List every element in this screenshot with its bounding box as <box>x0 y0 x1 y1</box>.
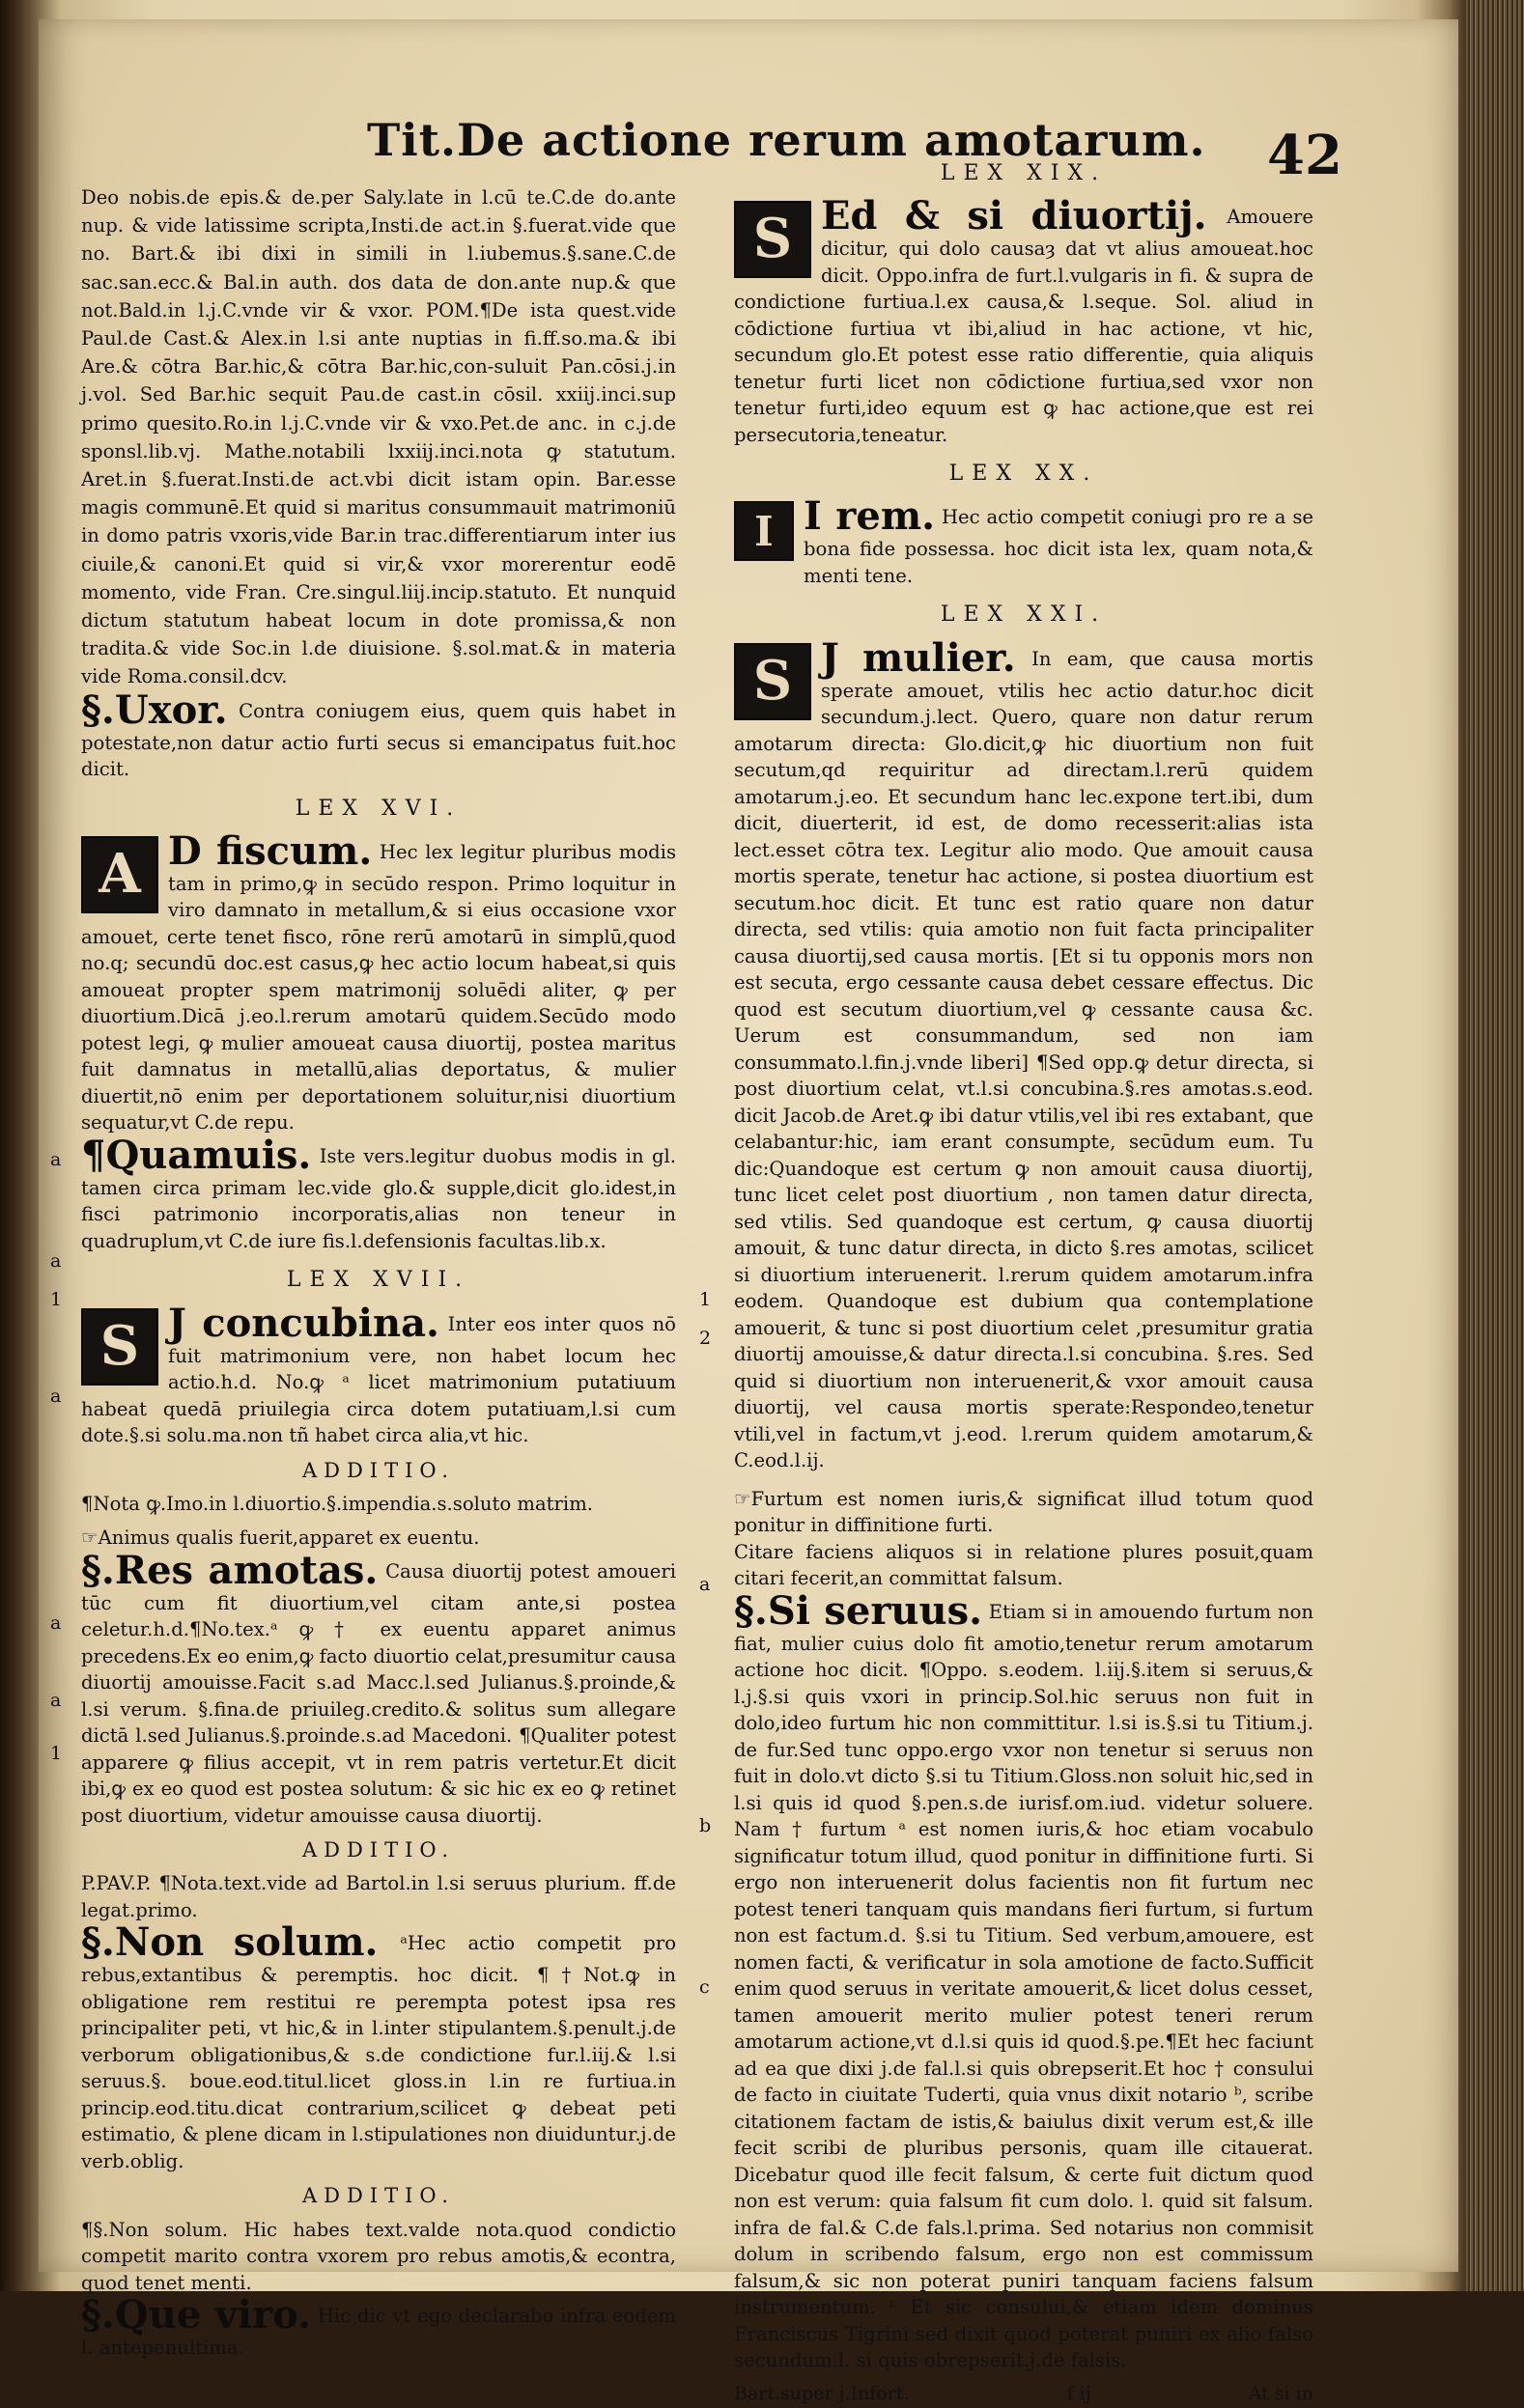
non-solum-section <box>81 1919 676 2174</box>
additio-heading: ADDITIO. <box>301 1458 456 1482</box>
additio-heading: ADDITIO. <box>301 1838 456 1862</box>
running-head: Tit.De actione rerum amotarum. <box>367 114 1206 166</box>
non-solum-text: ᵃHec actio competit pro rebus,extantibus & peremptis. hoc dicit. ¶†Not.ꝙ in obligatione rem restitui re perempta potest ipsa res principaliter peti, vt hic,& in l.inter stipulantem.§.penult.j.de verborum obligationibus,& s.de condictione fur.l.iij.& l.si seruus.§. boue.eod.titul.licet gloss.in l.in re furtiua.in princip.eod.titu.dicat contrarium,scilicet ꝙ debeat peti estimatio, & plene dicam in l.stipulationes non diuiduntur.j.de verb.oblig. <box>81 1932 676 2172</box>
uxor-section <box>81 686 677 783</box>
si-seruus-rubric: §.Si seruus. <box>734 1587 983 1634</box>
sed-section <box>734 193 1313 448</box>
commentary-paragraph: Deo nobis.de epis.& de.per Saly.late in l.cū te.C.de do.ante nup. & vide latissime scripta,Insti.de act.in §.fuerat.vide que no. Bart.& ibi dixi in simili in l.iubemus.§.sane.C.de sac.san.ecc.& Bal.in auth. dos data de don.ante nup.& que not.Bald.in l.j.C.vnde vir & vxor. POM.¶De ista quest.vide Paul.de Cast.& Alex.in l.si ante nuptias in fi.ff.so.ma.& ibi Are.& cōtra Bar.hic,& cōtra Bar.hic,con-suluit Pan.cōsi.j.in j.vol. Sed Bar.hic sequit Pau.de cast.in cōsil. xxiij.inci.sup primo quesito.Ro.in l.j.C.vnde vir & vxo.Pet.de anc. in c.j.de sponsl.lib.vj. Mathe.notabili lxxiij.inci.nota ꝙ statutum. Aret.in §.fuerat.Insti.de act.vbi dicit istam opin. Bar.esse magis communē.Et quid si maritus consummauit matrimoniū in domo patris vxoris,vide Bar.in trac.differentiarum inter ius ciuile,& canoni.Et quid si vir,& vxor morerentur eodē momento, vide Fran. Cre.singul.liij.incip.statuto. Et nunquid dictum statutum habeat locum in dote promissa,& non tradita.& vide Soc.in l.de diuisione. §.sol.mat.& in materia vide Roma.consil.dcv. <box>81 186 676 688</box>
margin-marker: 1 <box>50 1289 63 1310</box>
margin-marker: a <box>50 1386 62 1407</box>
summary-note: Citare faciens aliquos si in relatione plures posuit,quam citari fecerit,an committat falsum. <box>734 1540 1313 1590</box>
item-text: Hec actio competit coniugi pro re a se bona fide possessa. hoc dicit ista lex, quam nota,& menti tene. <box>804 506 1313 587</box>
additio-note: ¶§.Non solum. Hic habes text.valde nota.quod condictio competit marito contra vxorem pro rebus amotis,& econtra, quod tenet menti. <box>81 2218 676 2294</box>
fiscum-rubric: D fiscum. <box>168 827 373 874</box>
lex-heading-19: LEX XIX. <box>940 161 1108 185</box>
quamuis-section <box>81 1132 676 1255</box>
right-column <box>734 159 1313 2408</box>
res-amotas-text: Causa diuortij potest amoueri tūc cum fit diuortium,vel citam ante,si postea celetur.h.d.¶No.tex.ᵃ ꝙ † ex euentu apparet animus precedens.Ex eo enim,ꝙ facto diuortio celat,presumitur causa diuortij amouisse.Facit s.ad Macc.l.sed Julianus.§.proinde,& l.si verum. §.fina.de priuileg.credito.& solitus sum allegare dictā l.sed Julianus.§.proinde.s.ad Macedoni. ¶Qualiter potest apparere ꝙ filius accepit, vt in rem patris vertetur.Et dicit ibi,ꝙ ex eo quod est postea solutum: & sic hic ex eo ꝙ retinet post diuortium, videtur amouisse causa diuortij. <box>81 1559 676 1827</box>
catchword: At si in <box>1248 2382 1313 2404</box>
item-section <box>734 493 1313 589</box>
margin-marker: 2 <box>699 1328 712 1349</box>
si-seruus-section <box>734 1587 1313 2374</box>
concubina-text: Inter eos inter quos nō fuit matrimonium vere, non habet locum hec actio.h.d. No.ꝙ ᵃ licet matrimonium putatiuum habeat quedā priuilegia circa dotem putatiuam,l.si cum dote.§.si solu.ma.non tñ habet circa alia,vt hic. <box>81 1312 676 1447</box>
margin-marker: a <box>50 1149 62 1170</box>
concubina-rubric: J concubina. <box>168 1300 439 1346</box>
sed-rubric: Ed & si diuortij. <box>821 193 1207 239</box>
decorated-initial: S <box>734 201 811 278</box>
lex-heading-21: LEX XXI. <box>940 602 1108 628</box>
decorated-initial: I <box>734 501 794 561</box>
item-rubric: I rem. <box>804 493 936 540</box>
quamuis-text: Iste vers.legitur duobus modis in gl. tamen circa primam lec.vide glo.& supple,dicit glo.idest,in fisci patrimonio incorporatis,alias non teneur in quadruplum,vt C.de iure fis.l.defensionis facultas.lib.x. <box>81 1144 676 1252</box>
lex-heading-17: LEX XVII. <box>286 1268 471 1293</box>
margin-marker: a <box>50 1612 62 1634</box>
que-viro-section <box>81 2292 676 2362</box>
res-amotas-section <box>81 1547 676 1830</box>
uxor-text: Contra coniugem eius, quem quis habet in potestate,non datur actio furti secus si emancipatus fuit.hoc dicit. <box>81 699 677 781</box>
additio-note: ¶Nota ꝙ.Imo.in l.diuortio.§.impendia.s.soluto matrim. <box>81 1492 593 1515</box>
decorated-initial: S <box>734 643 811 720</box>
concubina-section <box>81 1300 676 1449</box>
marginal-note: ☞Animus qualis fuerit,apparet ex euentu. <box>81 1526 480 1550</box>
summary-note: ☞Furtum est nomen iuris,& significat illud totum quod ponitur in diffinitione furti. <box>734 1487 1313 1537</box>
page-edges <box>1466 0 1524 2291</box>
lex-heading-20: LEX XX. <box>948 462 1099 487</box>
que-viro-rubric: §.Que viro. <box>81 2292 312 2338</box>
mulier-rubric: J mulier. <box>821 634 1016 681</box>
mulier-section <box>734 634 1313 1474</box>
res-amotas-rubric: §.Res amotas. <box>81 1547 379 1593</box>
uxor-rubric: §.Uxor. <box>81 686 228 733</box>
margin-marker: a <box>50 1250 62 1272</box>
que-viro-text: Hic dic vt ego declarabo infra eodem l. antepenultima. <box>81 2305 676 2360</box>
mulier-text: In eam, que causa mortis sperate amouet, vtilis hec actio datur.hoc dicit secundum.j.lect. Quero, quare non datur rerum amotarum directa: Glo.dicit,ꝙ hic diuortium non fuit secutum,qd requiritur ad directam.l.rerū quidem amotarum.j.eo. Et secundum hanc lec.expone tert.ibi, dum dicit, diuerterit, id est, de domo recesserit:alias ista lect.esset cōtra tex. Legitur alio modo. Que amouit causa mortis sperate, tenetur hac actione, si postea diuortium est secutum.hoc dicit. Et tunc est ratio quare non datur directa, sed vtilis: quia amotio non fuit facta principaliter causa diuortij,sed causa mortis. [Et si tu opponis mors non est secuta, ergo cessante causa debet cessare effectus. Dic quod est secutum diuortium,vel ꝙ cessante causa &c. Uerum est consummandum, sed non iam consummato.l.fin.j.vnde liberi] ¶Sed opp.ꝙ detur directa, si post diuortium celat, vt.l.si concubina.§.res amotas.s.eod. dicit Jacob.de Aret.ꝙ ibi datur vtilis,vel ibi res extabant, que celabantur:hic, iam erant consumpte, secūdum eum. Tu dic:Quandoque est certum ꝙ non amouit causa diuortij, tunc licet celet post diuortium , non tamen datur directa, sed vtilis. Sed quandoque est certum, ꝙ causa diuortij amouit, & tunc datur directa, in dicto §.res amotas, scilicet si diuortium interuenerit. l.rerum quidem amotarum.infra eodem. Quandoque est dubium qua contemplatione amouerit, & tunc si post diuortium celet ,presumitur gratia diuortij amouisse,& datur directa.l.si concubina. §.res. Sed quid si diuortium non interuenerit,& vxor amouit causa diuortij, vel causa mortis sperate:Respondeo,tenetur vtili,vel in factum,vt j.eod. l.rerum quidem amotarum,& C.eod.l.ij. <box>734 647 1313 1472</box>
folio-number: 42 <box>1267 124 1342 187</box>
catch-left: Bart.super j.Infort. <box>734 2382 910 2404</box>
lex-heading-16: LEX XVI. <box>295 796 463 821</box>
margin-marker: c <box>699 1976 710 1998</box>
quamuis-rubric: ¶Quamuis. <box>81 1132 312 1178</box>
decorated-initial: A <box>81 836 158 913</box>
margin-marker: 1 <box>699 1289 712 1310</box>
left-column <box>81 183 676 2362</box>
additio-note: P.PAV.P. ¶Nota.text.vide ad Bartol.in l.si seruus plurium. ff.de legat.primo. <box>81 1872 676 1921</box>
additio-heading: ADDITIO. <box>301 2184 456 2208</box>
margin-marker: b <box>699 1815 712 1836</box>
margin-marker: a <box>50 1690 62 1711</box>
non-solum-rubric: §.Non solum. <box>81 1919 379 1966</box>
sed-text: Amouere dicitur, qui dolo causaȝ dat vt alius amoueat.hoc dicit. Oppo.infra de furt.l.vulgaris in fi. & supra de condictione furtiua.l.ex causa,& l.seque. Sol. aliud in cōdictione furtiua vt ibi,aliud in hac actione, vt hic, secundum glo.Et potest esse ratio differentie, quia aliquis tenetur furti licet non cōdictione furtiua,sed vxor non tenetur furti,ideo equum est ꝙ hac actione,que est rei persecutoria,teneatur. <box>734 206 1313 446</box>
signature-mark: f ij <box>1066 2382 1091 2404</box>
decorated-initial: S <box>81 1308 158 1386</box>
catchword-line <box>734 2380 1313 2408</box>
margin-marker: a <box>699 1574 711 1595</box>
margin-marker: 1 <box>50 1743 63 1764</box>
si-seruus-text: Etiam si in amouendo furtum non fiat, mulier cuius dolo fit amotio,tenetur rerum amotarum actione hoc dicit. ¶Oppo. s.eodem. l.iij.§.item si seruus,& l.j.§.si quis vxori in princip.Sol.hic seruus non fuit in dolo,ideo furtum hic non committitur. l.si is.§.si tu Titium.j. de fur.Sed tunc oppo.ergo vxor non tenetur si seruus non fuit in dolo.vt dicto §.si tu Titium.Gloss.non soluit hic,sed in l.si quis id quod §.pen.s.de iurisf.om.iud. videtur soluere. Nam † furtum ᵃ est nomen iuris,& hoc etiam vocabulo significatur totum illud, quod ponitur in diffinitione furti. Si ergo non interuenerit dolus facientis non fit furtum nec potest teneri tanquam quis mandans fieri furtum, si furtum non est factum.d. §.si tu Titium. Sed verbum,amouere, est nomen facti, & verificatur in sola amotione de facto.Sufficit enim quod seruus in veritate amouerit,& licet dolus cesset, tamen amouerit merito mulier potest teneri rerum amotarum actione,vt d.l.si quis id quod.§.pe.¶Et hec faciunt ad ea que dixi j.de fal.l.si quis obrepserit.Et hoc † consului de facto in ciuitate Tuderti, quia vnus dixit notario ᵇ, scribe citationem factam de istis,& baiulus dixit verum est,& ille fecit scribi de pluribus personis, quam ille citauerat. Dicebatur quod ille fecit falsum, & certe fuit dictum quod non est verum: quia falsum fit cum dolo. l. quid sit falsum. infra de fal.& C.de fals.l.prima. Sed notarius non commisit dolum in scribendo falsum, ergo non est commissum falsum,& sic non poterat puniri tanquam faciens falsum instrumentum. ᶜ Et sic consului,& etiam idem dominus Franciscus Tigrini sed dixit quod poterat puniri ex alio falso secundum.l. si quis obrepserit.j.de falsis. <box>734 1600 1313 2372</box>
fiscum-text: Hec lex legitur pluribus modis tam in primo,ꝙ in secūdo respon. Primo loquitur in viro damnato in metallum,& si eius occasione vxor amouet, certe tenet fisco, rōne rerū amotarū in simplū,quod no.q; secundū doc.est casus,ꝙ hec actio locum habeat,si quis amoueat propter spem matrimonij soluēdi aliter, ꝙ per diuortium.Dicā j.eo.l.rerum amotarū quidem.Secūdo modo potest legi, ꝙ mulier amoueat causa diuortij, postea maritus fuit damnatus in metallū,alias deportatus, & mulier diuertit,nō enim per deportationem soluitur,nisi diuortium sequatur,vt C.de repu. <box>81 840 676 1134</box>
fiscum-section <box>81 827 676 1136</box>
